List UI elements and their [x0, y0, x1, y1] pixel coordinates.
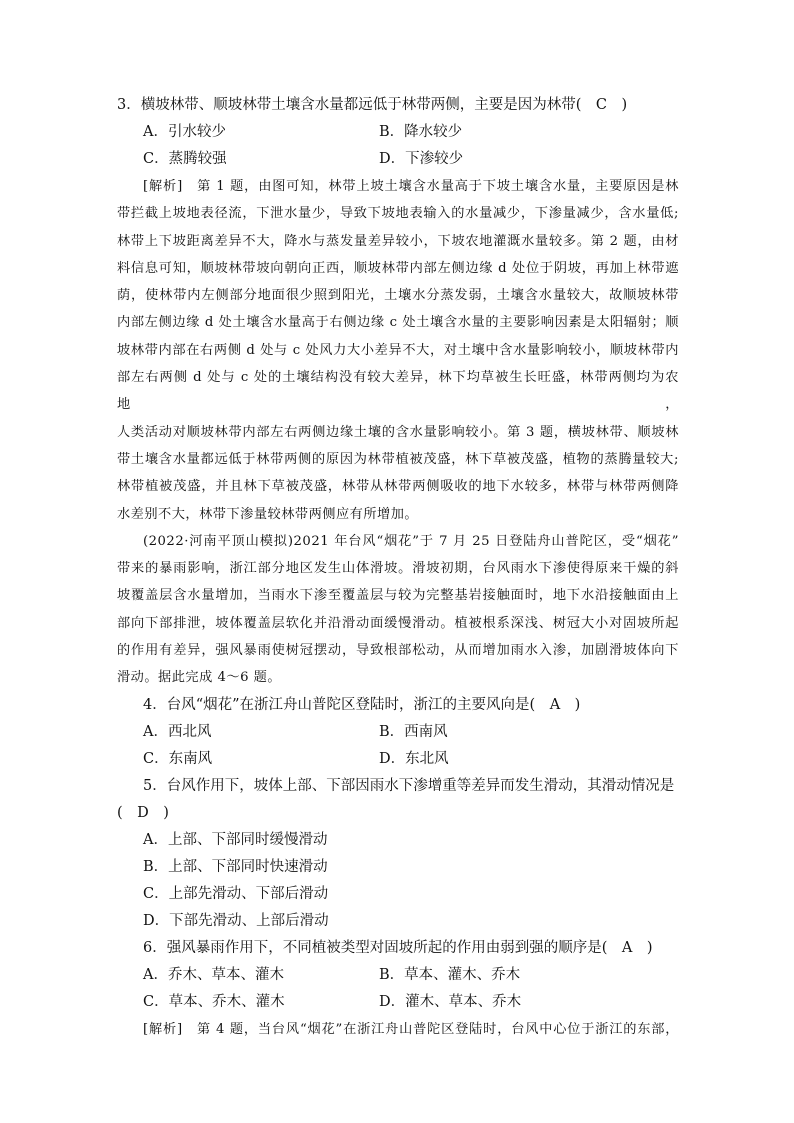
- question-6-options-row-1: [117, 962, 679, 989]
- question-3-option-d: D．下渗较少: [379, 151, 464, 167]
- explanation-1-line: 坡林带内部在右两侧 d 处与 c 处风力大小差异不大，对土壤中含水量影响较小，顺坡林带内: [117, 342, 679, 358]
- explanation-1: [117, 173, 679, 528]
- question-4-options-row-1: [117, 719, 679, 746]
- material-line: 部向下部排泄，坡体覆盖层软化并沿滑动面缓慢滑动。植被根系深浅、树冠大小对固坡所起: [117, 615, 679, 631]
- question-4-option-c: C．东南风: [143, 750, 213, 767]
- question-6-option-d: D．灌木、草本、乔木: [379, 993, 522, 1010]
- explanation-1-line: 林带植被茂盛，并且林下草被茂盛，林带从林带两侧吸收的地下水较多，林带与林带两侧降: [117, 479, 679, 495]
- question-6-option-c: C．草本、乔木、灌木: [143, 993, 285, 1010]
- question-5-stem: 5．台风作用下，坡体上部、下部因雨水下渗增重等差异而发生滑动，其滑动情况是: [143, 777, 675, 794]
- explanation-1-line: 部左右两侧 d 处与 c 处的土壤结构没有较大差异，林下均草被生长旺盛，林带两侧均为农地，: [117, 370, 679, 413]
- question-3-stem: 3．横坡林带、顺坡林带土壤含水量都远低于林带两侧，主要是因为林带( C ): [117, 97, 628, 113]
- explanation-1-line: 带拦截上坡地表径流，下泄水量少，导致下坡地表输入的水量减少，下渗量减少，含水量低;: [117, 206, 679, 222]
- question-3-options-row-1: [117, 119, 679, 146]
- question-4-option-b: B．西南风: [379, 723, 448, 740]
- question-4-options-row-2: [117, 746, 679, 773]
- question-4-stem: 4．台风“烟花”在浙江舟山普陀区登陆时，浙江的主要风向是( A ): [143, 696, 581, 713]
- question-6-option-b: B．草本、灌木、乔木: [379, 966, 521, 983]
- material-line: 坡覆盖层含水量增加，当雨水下渗至覆盖层与较为完整基岩接触面时，地下水沿接触面由上: [117, 588, 679, 604]
- explanation-1-line: 荫，使林带内左侧部分地面很少照到阳光，土壤水分蒸发弱，土壤含水量较大，故顺坡林带: [117, 288, 679, 304]
- question-5-answer: ( D ): [117, 804, 169, 821]
- explanation-1-line: 料信息可知，顺坡林带坡向朝向正西，顺坡林带内部左侧边缘 d 处位于阴坡，再加上林带遮: [117, 260, 679, 276]
- material-line: (2022·河南平顶山模拟)2021 年台风“烟花”于 7 月 25 日登陆舟山普陀区，受“烟花”: [143, 533, 679, 549]
- question-3-option-b: B．降水较少: [379, 124, 463, 140]
- question-5-option-d: D．下部先滑动、上部后滑动: [143, 912, 329, 929]
- question-6-stem: 6．强风暴雨作用下，不同植被类型对固坡所起的作用由弱到强的顺序是( A ): [143, 939, 653, 956]
- explanation-1-line: 人类活动对顺坡林带内部左右两侧边缘土壤的含水量影响较小。第 3 题，横坡林带、顺坡林: [117, 424, 679, 440]
- question-6-option-a: A．乔木、草本、灌木: [143, 966, 284, 983]
- question-3-option-c: C．蒸腾较强: [143, 151, 227, 167]
- question-5-option-a: A．上部、下部同时缓慢滑动: [143, 831, 328, 848]
- explanation-1-line: [解析] 第 1 题，由图可知，林带上坡土壤含水量高于下坡土壤含水量，主要原因是林: [143, 179, 679, 194]
- question-5-option-b: B．上部、下部同时快速滑动: [143, 858, 328, 875]
- explanation-1-line: 带土壤含水量都远低于林带两侧的原因为林带植被茂盛，林下草被茂盛，植物的蒸腾量较大;: [117, 451, 679, 467]
- explanation-2: [117, 1016, 679, 1043]
- document-page: [117, 92, 679, 1043]
- reading-material: [117, 528, 679, 692]
- explanation-1-line: 林带上下坡距离差异不大，降水与蒸发量差异较小，下坡农地灌溉水量较多。第 2 题，由材: [117, 233, 679, 249]
- question-5-option-c: C．上部先滑动、下部后滑动: [143, 885, 329, 902]
- question-3-option-a: A．引水较少: [143, 124, 226, 140]
- material-line: 带来的暴雨影响，浙江部分地区发生山体滑坡。滑坡初期，台风雨水下渗使得原来干燥的斜: [117, 561, 679, 577]
- question-4-option-a: A．西北风: [143, 723, 212, 740]
- material-line: 滑动。据此完成 4～6 题。: [117, 670, 282, 686]
- question-4-option-d: D．东北风: [379, 750, 449, 767]
- question-6-options-row-2: [117, 989, 679, 1016]
- explanation-2-line: [解析] 第 4 题，当台风“烟花”在浙江舟山普陀区登陆时，台风中心位于浙江的东部，: [143, 1021, 679, 1037]
- explanation-1-line: 水差别不大，林带下渗量较林带两侧应有所增加。: [117, 506, 419, 522]
- question-3-options-row-2: [117, 146, 679, 173]
- explanation-1-line: 内部左侧边缘 d 处土壤含水量高于右侧边缘 c 处土壤含水量的主要影响因素是太阳辐射；顺: [117, 315, 679, 331]
- material-line: 的作用有差异，强风暴雨使树冠摆动，导致根部松动，从而增加雨水入渗，加剧滑坡体向下: [117, 643, 679, 659]
